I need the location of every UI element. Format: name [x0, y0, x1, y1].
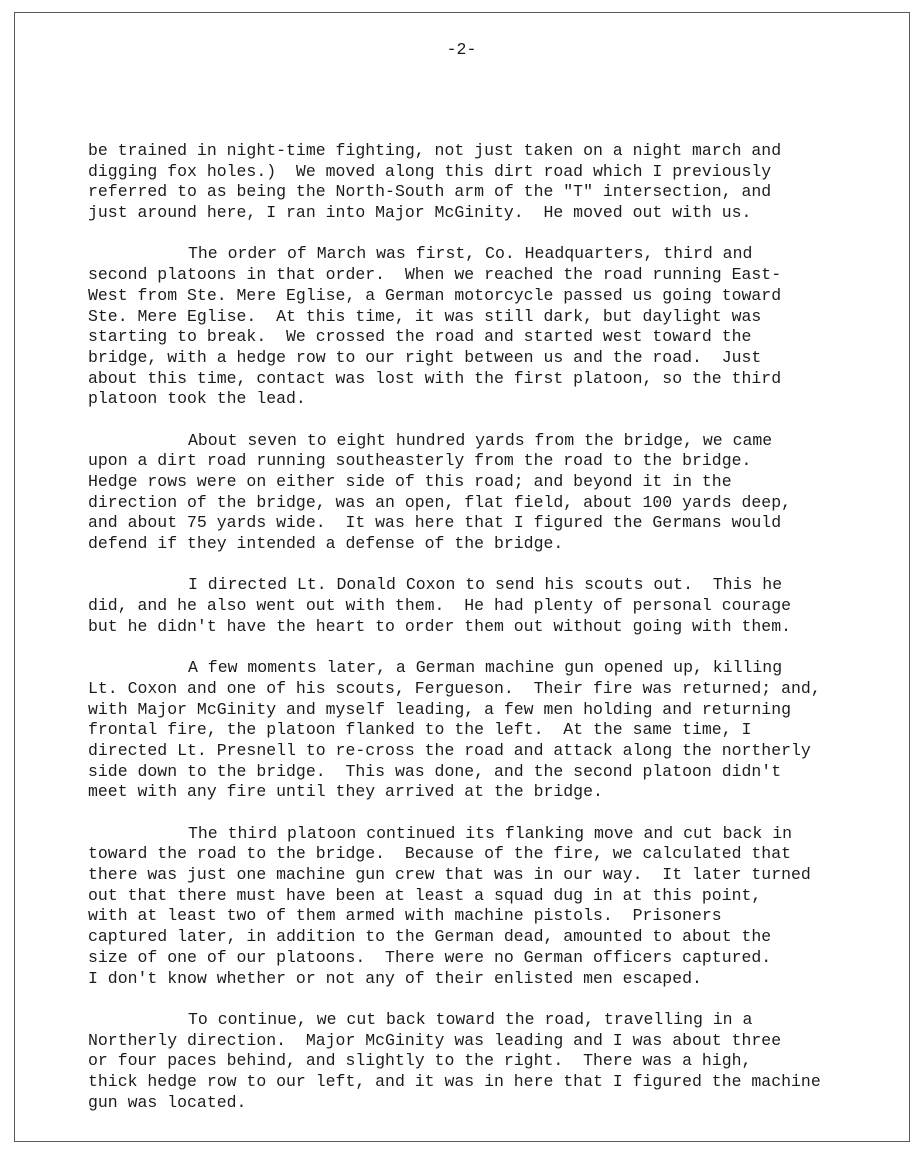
- text-line: [88, 1051, 868, 1072]
- text-line: [88, 948, 868, 969]
- line-text: I don't know whether or not any of their enlisted men escaped.: [88, 968, 702, 988]
- line-text: frontal fire, the platoon flanked to the left. At the same time, I: [88, 720, 752, 740]
- line-text: Hedge rows were on either side of this road; and beyond it in the: [88, 472, 732, 491]
- line-text: West from Ste. Mere Eglise, a German motorcycle passed us going toward: [88, 285, 782, 305]
- text-line: [88, 451, 868, 472]
- paragraph: [88, 658, 868, 803]
- text-line: [88, 286, 868, 307]
- text-line: [88, 575, 868, 596]
- line-text: gun was located.: [88, 1092, 247, 1112]
- text-line: [88, 141, 868, 162]
- line-text: I directed Lt. Donald Coxon to send his scouts out. This he: [188, 575, 783, 595]
- document-body: [88, 141, 868, 1113]
- line-text: platoon took the lead.: [88, 389, 306, 409]
- text-line: [88, 534, 868, 555]
- line-text: and about 75 yards wide. It was here that I figured the Germans would: [88, 513, 782, 533]
- text-line: [88, 596, 868, 617]
- line-text: but he didn't have the heart to order them out without going with them.: [88, 616, 792, 636]
- line-text: directed Lt. Presnell to re-cross the road and attack along the northerly: [88, 740, 811, 760]
- line-text: defend if they intended a defense of the bridge.: [88, 534, 564, 554]
- line-text: thick hedge row to our left, and it was in here that I figured the machine: [88, 1071, 821, 1091]
- line-text: direction of the bridge, was an open, flat field, about 100 yards deep,: [88, 492, 792, 512]
- line-text: did, and he also went out with them. He had plenty of personal courage: [88, 596, 792, 616]
- text-line: [88, 844, 868, 865]
- text-line: [88, 1072, 868, 1093]
- text-line: [88, 762, 868, 783]
- line-text: with at least two of them armed with machine pistols. Prisoners: [88, 906, 722, 926]
- line-text: meet with any fire until they arrived at the bridge.: [88, 782, 603, 802]
- text-line: [88, 700, 868, 721]
- text-line: [88, 741, 868, 762]
- line-text: A few moments later, a German machine gun opened up, killing: [188, 658, 783, 678]
- paragraph: [88, 575, 868, 637]
- line-text: out that there must have been at least a squad dug in at this point,: [88, 885, 762, 905]
- line-text: toward the road to the bridge. Because of the fire, we calculated that: [88, 844, 792, 864]
- text-line: [88, 244, 868, 265]
- paragraph: [88, 824, 868, 990]
- line-text: bridge, with a hedge row to our right between us and the road. Just: [88, 347, 762, 367]
- text-line: [88, 182, 868, 203]
- paragraph: [88, 431, 868, 555]
- line-text: be trained in night-time fighting, not just taken on a night march and: [88, 141, 782, 160]
- text-line: [88, 369, 868, 390]
- text-line: [88, 472, 868, 493]
- line-text: upon a dirt road running southeasterly from the road to the bridge.: [88, 451, 752, 471]
- line-text: about this time, contact was lost with the first platoon, so the third: [88, 368, 782, 388]
- text-line: [88, 886, 868, 907]
- paragraph: [88, 244, 868, 410]
- page-number: -2-: [446, 40, 477, 59]
- line-text: To continue, we cut back toward the road, travelling in a: [188, 1009, 753, 1029]
- text-line: [88, 513, 868, 534]
- line-text: captured later, in addition to the German dead, amounted to about the: [88, 927, 772, 947]
- text-line: [88, 906, 868, 927]
- line-text: side down to the bridge. This was done, and the second platoon didn't: [88, 761, 782, 781]
- paragraph: [88, 141, 868, 224]
- line-text: About seven to eight hundred yards from the bridge, we came: [188, 430, 773, 450]
- line-text: size of one of our platoons. There were no German officers captured.: [88, 947, 772, 967]
- text-line: [88, 265, 868, 286]
- line-text: The third platoon continued its flanking move and cut back in: [188, 823, 792, 843]
- text-line: [88, 865, 868, 886]
- line-text: with Major McGinity and myself leading, a few men holding and returning: [88, 699, 792, 719]
- text-line: [88, 431, 868, 452]
- line-text: The order of March was first, Co. Headquarters, third and: [188, 244, 753, 264]
- line-text: just around here, I ran into Major McGinity. He moved out with us.: [88, 203, 752, 223]
- text-line: [88, 493, 868, 514]
- text-line: [88, 1010, 868, 1031]
- text-line: [88, 1031, 868, 1052]
- text-line: [88, 617, 868, 638]
- line-text: starting to break. We crossed the road and started west toward the: [88, 327, 752, 347]
- text-line: [88, 679, 868, 700]
- text-line: [88, 969, 868, 990]
- text-line: [88, 720, 868, 741]
- text-line: [88, 203, 868, 224]
- text-line: [88, 927, 868, 948]
- line-text: Northerly direction. Major McGinity was leading and I was about three: [88, 1030, 782, 1050]
- line-text: or four paces behind, and slightly to the right. There was a high,: [88, 1051, 752, 1071]
- text-line: [88, 162, 868, 183]
- text-line: [88, 824, 868, 845]
- line-text: Lt. Coxon and one of his scouts, Fergueson. Their fire was returned; and,: [88, 678, 821, 698]
- text-line: [88, 658, 868, 679]
- text-line: [88, 327, 868, 348]
- text-line: [88, 1093, 868, 1114]
- paragraph: [88, 1010, 868, 1113]
- line-text: digging fox holes.) We moved along this dirt road which I previously: [88, 161, 772, 181]
- text-line: [88, 389, 868, 410]
- line-text: referred to as being the North-South arm of the "T" intersection, and: [88, 182, 772, 202]
- line-text: Ste. Mere Eglise. At this time, it was still dark, but daylight was: [88, 306, 762, 326]
- text-line: [88, 782, 868, 803]
- text-line: [88, 307, 868, 328]
- text-line: [88, 348, 868, 369]
- line-text: there was just one machine gun crew that was in our way. It later turned: [88, 865, 811, 885]
- line-text: second platoons in that order. When we reached the road running East-: [88, 265, 782, 285]
